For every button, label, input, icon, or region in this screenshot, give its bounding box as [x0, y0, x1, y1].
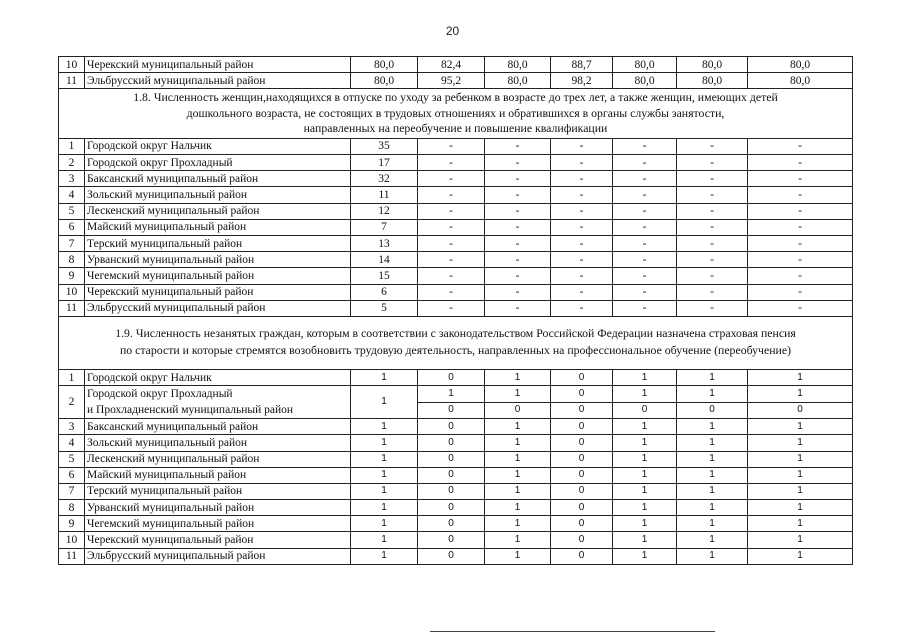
value-cell: 0: [418, 500, 485, 516]
value-cell: 1: [677, 483, 748, 499]
value-cell: -: [418, 252, 485, 268]
value-cell: -: [748, 236, 853, 252]
value-cell: 14: [351, 252, 418, 268]
row-label: Терский муниципальный район: [85, 483, 351, 499]
value-cell: 1: [677, 369, 748, 385]
value-cell: 0: [748, 402, 853, 419]
value-cell: 1: [485, 516, 551, 532]
value-cell: -: [748, 171, 853, 187]
row-number: 7: [59, 236, 85, 252]
row-number: 3: [59, 171, 85, 187]
value-cell: 1: [485, 386, 551, 403]
value-cell: -: [748, 203, 853, 219]
value-cell: 1: [748, 516, 853, 532]
footer-rule: [430, 631, 715, 632]
value-cell: -: [485, 236, 551, 252]
value-cell: 35: [351, 138, 418, 154]
value-cell: 0: [418, 451, 485, 467]
value-cell: -: [677, 187, 748, 203]
value-cell: 6: [351, 284, 418, 300]
table-row: [59, 419, 853, 435]
value-cell: 1: [677, 516, 748, 532]
section-1-8-heading: [59, 89, 853, 139]
value-cell: 88,7: [551, 57, 613, 73]
value-cell: -: [418, 171, 485, 187]
value-cell: 1: [677, 435, 748, 451]
table-row: [59, 467, 853, 483]
value-cell: 1: [748, 386, 853, 403]
value-cell: -: [613, 155, 677, 171]
value-cell: -: [485, 187, 551, 203]
value-cell: 0: [551, 467, 613, 483]
row-number: 5: [59, 451, 85, 467]
value-cell: -: [418, 138, 485, 154]
value-cell: 0: [418, 369, 485, 385]
row-number: 1: [59, 138, 85, 154]
value-cell: 1: [748, 548, 853, 564]
table-row: [59, 57, 853, 73]
section-1-8: [59, 89, 853, 317]
row-label-line: Городской округ Прохладный: [87, 388, 233, 401]
value-cell: 1: [613, 532, 677, 548]
value-cell: -: [613, 171, 677, 187]
row-number: 8: [59, 500, 85, 516]
section-heading-cell: [59, 316, 853, 369]
value-cell: 13: [351, 236, 418, 252]
value-cell: 1: [677, 386, 748, 403]
row-label: Черекский муниципальный район: [85, 284, 351, 300]
value-cell: -: [748, 138, 853, 154]
table-row: [59, 155, 853, 171]
row-number: 3: [59, 419, 85, 435]
value-cell: 95,2: [418, 73, 485, 89]
row-label: Баксанский муниципальный район: [85, 419, 351, 435]
value-cell: 80,0: [748, 57, 853, 73]
table-row: [59, 73, 853, 89]
value-cell: -: [613, 284, 677, 300]
value-cell: 1: [677, 548, 748, 564]
value-cell: -: [485, 284, 551, 300]
value-cell: 1: [613, 386, 677, 403]
table1-tail-rows: [59, 57, 853, 89]
table-row: [59, 236, 853, 252]
value-cell: 0: [418, 532, 485, 548]
value-cell: 1: [677, 451, 748, 467]
value-cell: 98,2: [551, 73, 613, 89]
row-label: [85, 386, 351, 419]
value-cell: 1: [677, 500, 748, 516]
value-cell: 80,0: [613, 57, 677, 73]
value-cell: -: [551, 138, 613, 154]
value-cell: -: [748, 187, 853, 203]
row-label: Эльбрусский муниципальный район: [85, 73, 351, 89]
value-cell: -: [677, 219, 748, 235]
value-cell: -: [613, 219, 677, 235]
value-cell: 1: [485, 369, 551, 385]
value-cell: 1: [351, 483, 418, 499]
value-cell: 80,0: [613, 73, 677, 89]
value-cell: 80,0: [485, 57, 551, 73]
value-cell: -: [418, 219, 485, 235]
value-cell: 0: [551, 500, 613, 516]
row-label: Майский муниципальный район: [85, 467, 351, 483]
value-cell: -: [551, 155, 613, 171]
value-cell: 1: [748, 532, 853, 548]
value-cell: 1: [613, 500, 677, 516]
value-cell: -: [748, 252, 853, 268]
value-cell: -: [551, 236, 613, 252]
value-cell: 1: [748, 435, 853, 451]
value-cell: 80,0: [677, 57, 748, 73]
row-number: 10: [59, 532, 85, 548]
value-cell: -: [613, 138, 677, 154]
table-row: [59, 138, 853, 154]
value-cell: -: [485, 268, 551, 284]
value-cell: -: [748, 300, 853, 316]
value-cell: 0: [551, 483, 613, 499]
value-cell: -: [677, 171, 748, 187]
value-cell: 32: [351, 171, 418, 187]
row-label: Лескенский муниципальный район: [85, 203, 351, 219]
value-cell: 1: [485, 500, 551, 516]
table-row: [59, 203, 853, 219]
value-cell: -: [551, 171, 613, 187]
table-row: [59, 386, 853, 403]
table-row: [59, 435, 853, 451]
value-cell: 0: [551, 402, 613, 419]
row-number: 11: [59, 548, 85, 564]
value-cell: 1: [351, 435, 418, 451]
table-row: [59, 268, 853, 284]
value-cell: 1: [748, 483, 853, 499]
value-cell: -: [677, 236, 748, 252]
row-label: Эльбрусский муниципальный район: [85, 300, 351, 316]
value-cell: -: [748, 155, 853, 171]
value-cell: 0: [418, 402, 485, 419]
value-cell: -: [485, 138, 551, 154]
value-cell: 0: [418, 419, 485, 435]
value-cell: 1: [613, 435, 677, 451]
row-number: 4: [59, 435, 85, 451]
row-label: Урванский муниципальный район: [85, 500, 351, 516]
section-heading-cell: [59, 89, 853, 139]
row-label: Баксанский муниципальный район: [85, 171, 351, 187]
value-cell: -: [418, 236, 485, 252]
row-number: 6: [59, 219, 85, 235]
value-cell: 80,0: [351, 57, 418, 73]
value-cell: 1: [748, 369, 853, 385]
section-heading-line: 1.8. Численность женщин,находящихся в отпуске по уходу за ребенком в возрасте до трех лет, а также женщин, имеющих детей: [133, 90, 778, 105]
value-cell: 0: [418, 516, 485, 532]
value-cell: -: [551, 252, 613, 268]
value-cell: 1: [351, 548, 418, 564]
section-heading-line: по старости и которые стремятся возобновить трудовую деятельность, направленных на профессиональное обучение (переобучение): [119, 342, 792, 357]
value-cell: 0: [551, 435, 613, 451]
table-row: [59, 451, 853, 467]
row-label: Лескенский муниципальный район: [85, 451, 351, 467]
table-row: [59, 532, 853, 548]
value-cell: 0: [551, 369, 613, 385]
value-cell: 1: [677, 419, 748, 435]
row-number: 9: [59, 268, 85, 284]
section-1-9-heading: [59, 316, 853, 369]
value-cell: 0: [418, 548, 485, 564]
value-cell: 80,0: [351, 73, 418, 89]
row-number: 11: [59, 300, 85, 316]
value-cell: 0: [418, 483, 485, 499]
table-row: [59, 500, 853, 516]
value-cell: -: [748, 284, 853, 300]
value-cell: 1: [351, 386, 418, 419]
value-cell: 0: [418, 467, 485, 483]
value-cell: 0: [677, 402, 748, 419]
section-1-9: [59, 316, 853, 564]
value-cell: 1: [351, 500, 418, 516]
value-cell: 0: [485, 402, 551, 419]
value-cell: 0: [551, 516, 613, 532]
table-row: [59, 369, 853, 385]
value-cell: -: [418, 187, 485, 203]
value-cell: 1: [677, 532, 748, 548]
value-cell: -: [613, 268, 677, 284]
table-row: [59, 187, 853, 203]
value-cell: -: [485, 300, 551, 316]
row-label: Зольский муниципальный район: [85, 435, 351, 451]
value-cell: 1: [748, 467, 853, 483]
row-label: Эльбрусский муниципальный район: [85, 548, 351, 564]
value-cell: 1: [485, 532, 551, 548]
row-number: 10: [59, 284, 85, 300]
row-number: 4: [59, 187, 85, 203]
value-cell: 1: [485, 419, 551, 435]
value-cell: 1: [613, 516, 677, 532]
value-cell: 1: [351, 451, 418, 467]
table-row: [59, 284, 853, 300]
row-label: Городской округ Нальчик: [85, 369, 351, 385]
row-number: 6: [59, 467, 85, 483]
value-cell: 80,0: [677, 73, 748, 89]
value-cell: 0: [551, 451, 613, 467]
value-cell: -: [418, 268, 485, 284]
value-cell: -: [418, 300, 485, 316]
table-row: [59, 171, 853, 187]
row-number: 2: [59, 155, 85, 171]
table-row: [59, 516, 853, 532]
value-cell: -: [677, 252, 748, 268]
value-cell: 0: [418, 435, 485, 451]
value-cell: -: [613, 252, 677, 268]
row-label: Черекский муниципальный район: [85, 57, 351, 73]
value-cell: -: [551, 284, 613, 300]
row-number: 5: [59, 203, 85, 219]
value-cell: 1: [485, 451, 551, 467]
value-cell: -: [418, 203, 485, 219]
value-cell: 11: [351, 187, 418, 203]
value-cell: -: [677, 284, 748, 300]
value-cell: 1: [613, 548, 677, 564]
row-number: 7: [59, 483, 85, 499]
value-cell: 82,4: [418, 57, 485, 73]
page-number: 20: [445, 24, 460, 38]
value-cell: 1: [485, 435, 551, 451]
value-cell: 1: [351, 419, 418, 435]
value-cell: -: [551, 219, 613, 235]
value-cell: 1: [485, 548, 551, 564]
section-heading-line: дошкольного возраста, не состоящих в трудовых отношениях и обратившихся в органы службы занятости,: [186, 105, 725, 120]
row-label: Зольский муниципальный район: [85, 187, 351, 203]
value-cell: 0: [551, 548, 613, 564]
value-cell: 1: [748, 419, 853, 435]
value-cell: 15: [351, 268, 418, 284]
section-heading-line: направленных на переобучение и повышение квалификации: [303, 121, 608, 136]
value-cell: 0: [551, 419, 613, 435]
row-label: Черекский муниципальный район: [85, 532, 351, 548]
value-cell: -: [551, 203, 613, 219]
value-cell: 1: [485, 483, 551, 499]
value-cell: 12: [351, 203, 418, 219]
value-cell: 17: [351, 155, 418, 171]
value-cell: 0: [551, 386, 613, 403]
value-cell: -: [551, 268, 613, 284]
value-cell: -: [677, 203, 748, 219]
value-cell: 1: [748, 451, 853, 467]
value-cell: -: [551, 187, 613, 203]
value-cell: 1: [351, 467, 418, 483]
row-label: Городской округ Прохладный: [85, 155, 351, 171]
value-cell: -: [613, 300, 677, 316]
value-cell: 1: [485, 467, 551, 483]
value-cell: -: [485, 155, 551, 171]
value-cell: 1: [613, 419, 677, 435]
row-number: 2: [59, 386, 85, 419]
value-cell: -: [613, 203, 677, 219]
table-row: [59, 483, 853, 499]
value-cell: 1: [418, 386, 485, 403]
value-cell: -: [677, 155, 748, 171]
table-row: [59, 219, 853, 235]
value-cell: -: [748, 268, 853, 284]
row-label-line: и Прохладненский муниципальный район: [87, 404, 294, 417]
value-cell: 1: [613, 369, 677, 385]
value-cell: 1: [613, 451, 677, 467]
table-row: [59, 252, 853, 268]
value-cell: 7: [351, 219, 418, 235]
value-cell: 80,0: [485, 73, 551, 89]
value-cell: 80,0: [748, 73, 853, 89]
table-row: [59, 300, 853, 316]
value-cell: 1: [351, 532, 418, 548]
row-label: Терский муниципальный район: [85, 236, 351, 252]
row-number: 9: [59, 516, 85, 532]
value-cell: -: [418, 155, 485, 171]
value-cell: 1: [351, 369, 418, 385]
value-cell: -: [551, 300, 613, 316]
value-cell: 1: [748, 500, 853, 516]
value-cell: -: [613, 187, 677, 203]
value-cell: -: [677, 300, 748, 316]
table-row: [59, 548, 853, 564]
value-cell: 5: [351, 300, 418, 316]
value-cell: -: [485, 252, 551, 268]
row-label: Городской округ Нальчик: [85, 138, 351, 154]
row-label: Чегемский муниципальный район: [85, 516, 351, 532]
row-label: Майский муниципальный район: [85, 219, 351, 235]
value-cell: 1: [613, 467, 677, 483]
indicators-table: [58, 56, 853, 565]
row-number: 10: [59, 57, 85, 73]
value-cell: -: [418, 284, 485, 300]
row-number: 11: [59, 73, 85, 89]
value-cell: -: [748, 219, 853, 235]
value-cell: -: [485, 219, 551, 235]
section-heading-line: 1.9. Численность незанятых граждан, которым в соответствии с законодательством Российской Федерации назначена страховая пенсия: [115, 325, 796, 340]
value-cell: 0: [613, 402, 677, 419]
row-label: Урванский муниципальный район: [85, 252, 351, 268]
value-cell: 1: [677, 467, 748, 483]
row-number: 1: [59, 369, 85, 385]
value-cell: -: [613, 236, 677, 252]
row-number: 8: [59, 252, 85, 268]
row-label: Чегемский муниципальный район: [85, 268, 351, 284]
value-cell: -: [677, 268, 748, 284]
value-cell: 1: [351, 516, 418, 532]
value-cell: 0: [551, 532, 613, 548]
value-cell: -: [677, 138, 748, 154]
value-cell: -: [485, 171, 551, 187]
value-cell: -: [485, 203, 551, 219]
value-cell: 1: [613, 483, 677, 499]
